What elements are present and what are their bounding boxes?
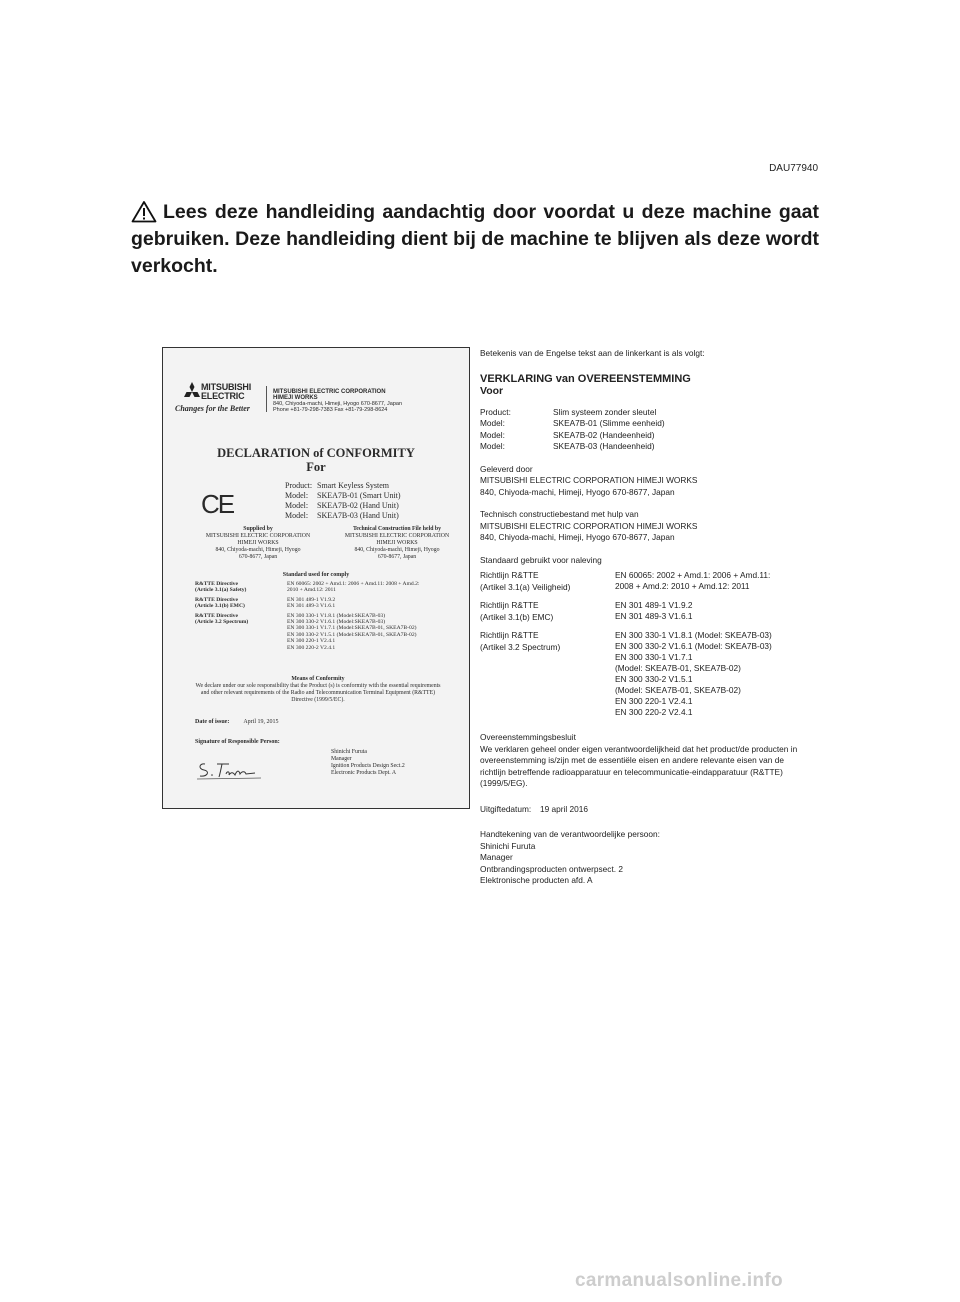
certificate-products xyxy=(285,481,401,521)
warning-notice xyxy=(131,199,819,280)
product-line: Model: SKEA7B-03 (Handeenheid) xyxy=(480,441,655,451)
product-line: Product: Smart Keyless System xyxy=(285,481,389,490)
translation-subheading: Voor xyxy=(480,384,504,397)
technical-file-block: Technisch constructiebestand met hulp van MITSUBISHI ELECTRIC CORPORATION HIMEJI WORKS 840, Chiyoda-machi, Himeji, Hyogo 670-8677, Japan xyxy=(480,509,698,542)
product-line: Model: SKEA7B-02 (Handeenheid) xyxy=(480,429,655,440)
signature-icon xyxy=(195,760,265,780)
signature-block: Handtekening van de verantwoordelijke persoon: Shinichi Furuta Manager Ontbrandingsproducten ontwerpsect. 2 Elektronische producten afd. A xyxy=(480,829,660,885)
three-diamonds-icon xyxy=(181,382,203,402)
warning-text: Lees deze handleiding aandachtig door voordat u deze machine gaat gebruiken. Deze handleiding dient bij de machine te blijven als deze wordt verkocht. xyxy=(131,201,819,277)
directive-row: Richtlijn R&TTE (Artikel 3.1(b) EMC) EN 301 489-1 V1.9.2 EN 301 489-3 V1.6.1 xyxy=(480,600,693,622)
certificate-directives xyxy=(195,581,465,654)
translation-heading: VERKLARING van OVEREENSTEMMING xyxy=(480,372,691,385)
directive-row: Richtlijn R&TTE (Artikel 3.1(a) Veiligheid) EN 60065: 2002 + Amd.1: 2006 + Amd.11: 2008 + Amd.2: 2010 + Amd.12: 2011 xyxy=(480,570,771,592)
product-line: Model: SKEA7B-01 (Smart Unit) xyxy=(285,491,401,500)
corporation-header: MITSUBISHI ELECTRIC CORPORATION HIMEJI WORKS 840, Chiyoda-machi, Himeji, Hyogo 670-8677, Japan Phone +81-79-298-7383 Fax +81-79-298-8624 xyxy=(273,389,403,413)
product-line: Model: SKEA7B-01 (Slimme eenheid) xyxy=(480,418,665,428)
handwritten-signature xyxy=(195,760,265,785)
translation-intro: Betekenis van de Engelse tekst aan de linkerkant is als volgt: xyxy=(480,348,705,358)
directive-row: R&TTE Directive (Article 3.2 Spectrum) EN 300 330-1 V1.8.1 (Model:SKEA7B-03) EN 300 330-2 V1.6.1 (Model:SKEA7B-03) EN 300 330-1 V1.7.1 (Model:SKEA7B-01, SKEA7B-02) EN 300 330-2 V1.5.1 (Model:SKEA7B-01, SKEA7B-02) EN 300 220-1 V2.4.1 EN 300 220-2 V2.4.1 xyxy=(195,612,417,651)
brand-slogan: Changes for the Better xyxy=(175,404,250,413)
conformity-block: Overeenstemmingsbesluit We verklaren geheel onder eigen verantwoordelijkheid dat het product/de producten in overeenstemming is/zijn met de essentiële eisen en andere relevante eisen van de richtlijn betreffende radioapparatuur en telecommunicatie-eindapparatuur (R&TTE) (1999/5/EG). xyxy=(480,732,798,788)
translation-column xyxy=(480,348,810,887)
directive-row: Richtlijn R&TTE (Artikel 3.2 Spectrum) EN 300 330-1 V1.8.1 (Model: SKEA7B-03) EN 300 330-2 V1.6.1 (Model: SKEA7B-03) EN 300 330-1 V1.7.1 (Model: SKEA7B-01, SKEA7B-02) EN 300 330-2 V1.5.1 (Model: SKEA7B-01, SKEA7B-02) EN 300 220-1 V2.4.1 EN 300 220-2 V2.4.1 xyxy=(480,630,772,717)
standard-heading: Standard used for comply xyxy=(282,572,350,578)
header-divider xyxy=(266,386,267,412)
supplied-by-block: Supplied by MITSUBISHI ELECTRIC CORPORATION HIMEJI WORKS 840, Chiyoda-machi, Himeji, Hyogo 670-8677, Japan xyxy=(205,526,311,560)
signer-details: Shinichi Furuta Manager Ignition Products Design Sect.2 Electronic Products Dept. A xyxy=(331,749,405,776)
directive-row: R&TTE Directive (Article 3.1(a) Safety) EN 60065: 2002 + Amd.1: 2006 + Amd.11: 2008 + Amd.2: 2010 + Amd.12: 2011 xyxy=(195,581,420,594)
standard-heading: Standaard gebruikt voor naleving xyxy=(480,554,602,565)
site-watermark: carmanualsonline.info xyxy=(575,1270,783,1291)
issue-date: Uitgiftedatum: 19 april 2016 xyxy=(480,803,588,814)
means-of-conformity: Means of Conformity We declare under our sole responsibility that the Product (s) is conformity with the essential requirements and other relevant requirements of the Radio and Telecommunication Terminal Equipment (R&TTE) Directive (1999/5/EC). xyxy=(195,676,441,703)
directive-row: R&TTE Directive (Article 3.1(b) EMC) EN 301 489-1 V1.9.2 EN 301 489-3 V1.6.1 xyxy=(195,596,336,610)
certificate-title: DECLARATION of CONFORMITY For xyxy=(217,446,415,474)
declaration-certificate-scan xyxy=(162,347,470,809)
brand-name: MITSUBISHI ELECTRIC xyxy=(201,382,252,401)
technical-file-block: Technical Construction File held by MITSUBISHI ELECTRIC CORPORATION HIMEJI WORKS 840, Chiyoda-machi, Himeji, Hyogo 670-8677, Japan xyxy=(344,526,450,560)
signature-label: Signature of Responsible Person: xyxy=(195,739,280,745)
ce-mark: CE xyxy=(201,489,234,519)
supplied-by-block: Geleverd door MITSUBISHI ELECTRIC CORPORATION HIMEJI WORKS 840, Chiyoda-machi, Himeji, Hyogo 670-8677, Japan xyxy=(480,463,698,497)
document-code: DAU77940 xyxy=(769,163,818,174)
product-line: Model: SKEA7B-02 (Hand Unit) xyxy=(285,501,399,510)
warning-triangle-icon xyxy=(131,200,157,223)
product-line: Product: Slim systeem zonder sleutel xyxy=(480,406,657,417)
product-line: Model: SKEA7B-03 (Hand Unit) xyxy=(285,511,399,520)
date-of-issue: Date of issue: April 19, 2015 xyxy=(195,719,279,725)
